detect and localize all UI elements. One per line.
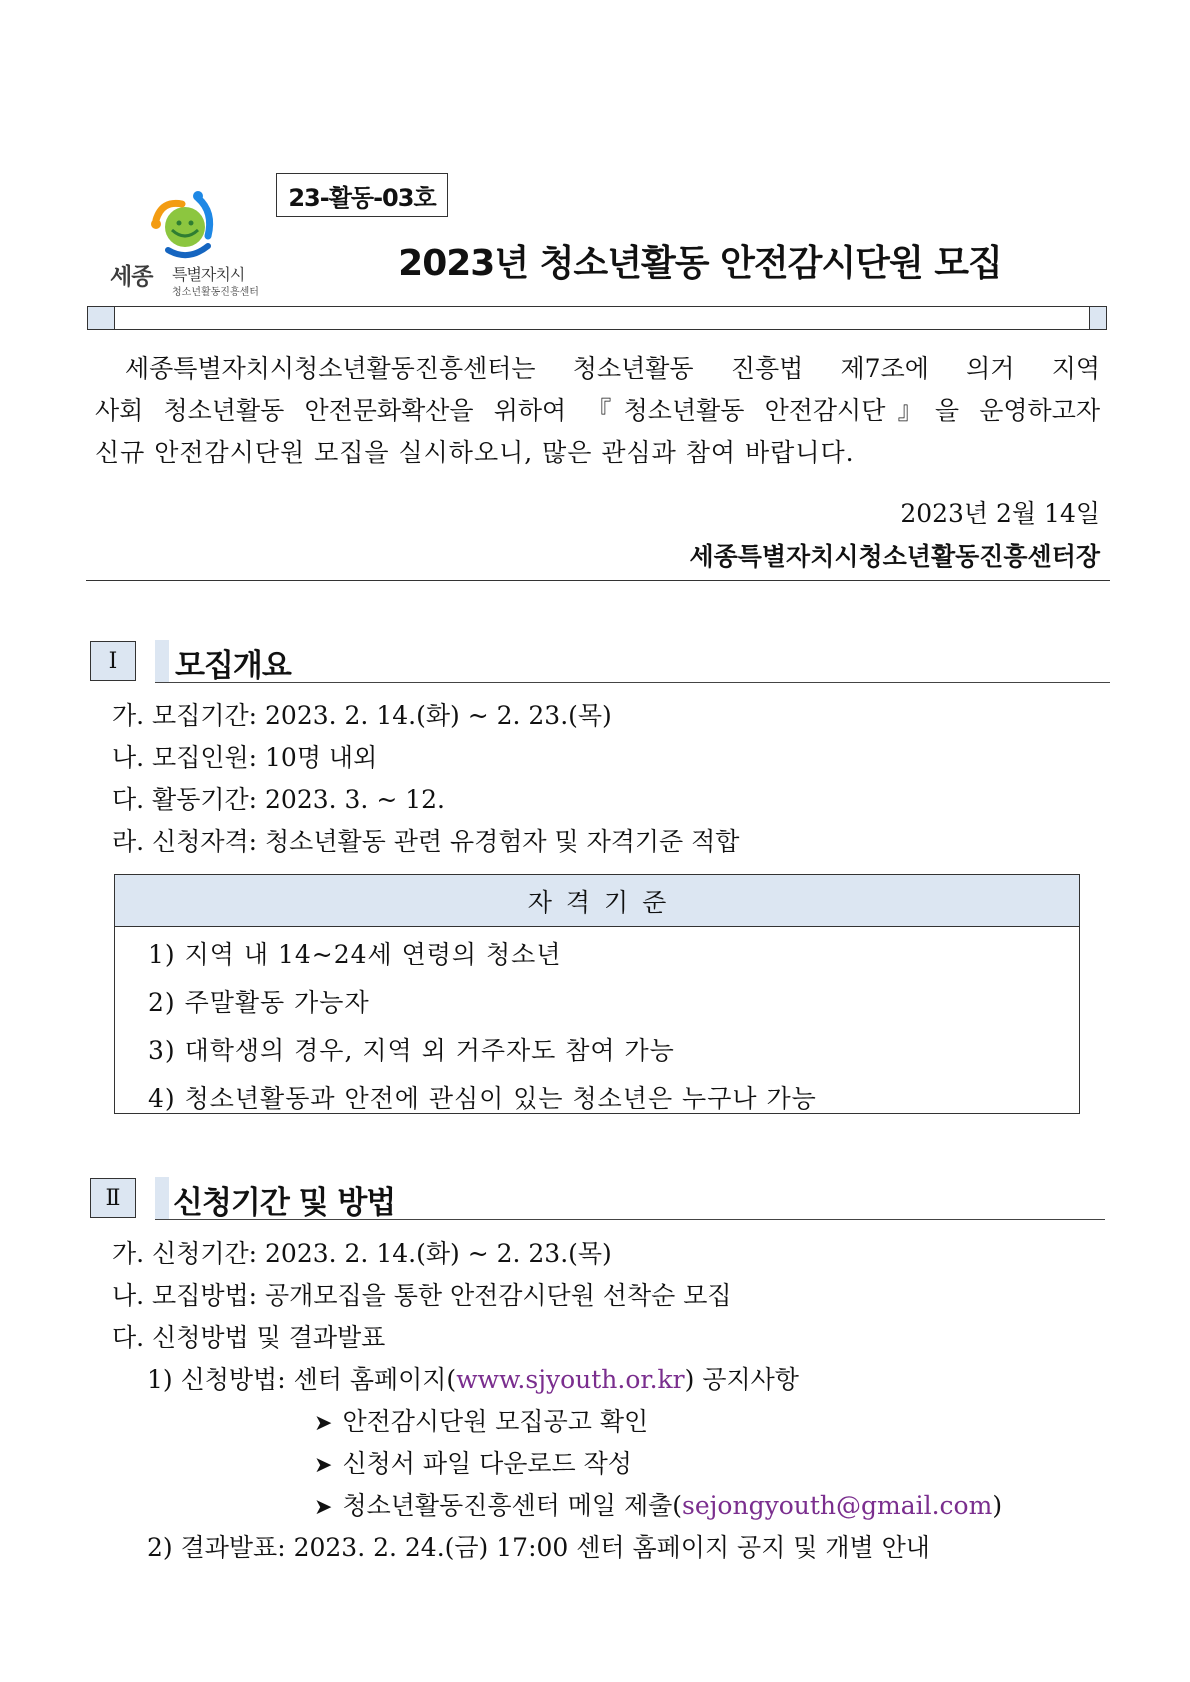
sejong-logo — [110, 190, 260, 300]
document-number: 23-활동-03호 — [276, 173, 448, 217]
title-bar-right-cap — [1089, 307, 1106, 329]
apply-step-3-suffix: ) — [992, 1491, 1003, 1520]
section-2-number: Ⅱ — [90, 1178, 136, 1218]
issuer-name: 세종특별자치시청소년활동진흥센터장 — [689, 542, 1100, 571]
criteria-row-4: 4) 청소년활동과 안전에 관심이 있는 청소년은 누구나 가능 — [148, 1084, 817, 1113]
title-bar-left-cap — [88, 307, 115, 329]
title-underline-bar — [87, 306, 1107, 330]
section-1-item-1: 가. 모집기간: 2023. 2. 14.(화) ~ 2. 23.(목) — [112, 701, 612, 730]
section-2-item-2: 나. 모집방법: 공개모집을 통한 안전감시단원 선착순 모집 — [112, 1281, 732, 1310]
apply-method-suffix: ) 공지사항 — [684, 1365, 799, 1394]
section-1-item-3: 다. 활동기간: 2023. 3. ~ 12. — [112, 785, 445, 814]
section-1-item-2: 나. 모집인원: 10명 내외 — [112, 743, 378, 772]
apply-step-1 — [314, 1407, 648, 1439]
criteria-row-3: 3) 대학생의 경우, 지역 외 거주자도 참여 가능 — [148, 1036, 675, 1065]
intro-line-3: 신규 안전감시단원 모집을 실시하오니, 많은 관심과 참여 바랍니다. — [95, 438, 855, 467]
arrow-right-icon: ➤ — [314, 1495, 333, 1520]
criteria-row-1: 1) 지역 내 14~24세 연령의 청소년 — [148, 940, 562, 969]
email-link[interactable]: sejongyouth@gmail.com — [682, 1491, 993, 1520]
apply-step-2 — [314, 1449, 632, 1481]
homepage-link[interactable]: www.sjyouth.or.kr — [456, 1365, 685, 1394]
section-2-item-3: 다. 신청방법 및 결과발표 — [112, 1323, 386, 1352]
apply-step-1-text: 안전감시단원 모집공고 확인 — [342, 1407, 649, 1436]
criteria-row-2: 2) 주말활동 가능자 — [148, 988, 370, 1017]
logo-emblem-icon — [148, 190, 222, 262]
intro-line-2: 사회 청소년활동 안전문화확산을 위하여 『청소년활동 안전감시단』을 운영하고자 — [95, 396, 1100, 425]
result-announcement: 2) 결과발표: 2023. 2. 24.(금) 17:00 센터 홈페이지 공지 및 개별 안내 — [147, 1533, 930, 1562]
section-2-rule — [155, 1219, 1105, 1220]
issue-date: 2023년 2월 14일 — [900, 499, 1100, 528]
section-1-number: Ⅰ — [90, 641, 136, 681]
section-1-accent — [155, 640, 169, 682]
apply-step-3 — [314, 1491, 1002, 1523]
logo-center-name: 청소년활동진흥센터 — [172, 287, 259, 298]
intro-line-1: 세종특별자치시청소년활동진흥센터는 청소년활동 진흥법 제7조에 의거 지역 — [125, 354, 1100, 383]
logo-city-bold: 세종 — [110, 264, 153, 290]
header-divider — [86, 580, 1110, 581]
section-1-title: 모집개요 — [175, 648, 291, 684]
page-title: 2023년 청소년활동 안전감시단원 모집 — [398, 243, 1002, 284]
arrow-right-icon: ➤ — [314, 1411, 333, 1436]
section-2-accent — [155, 1177, 169, 1219]
section-1-item-4: 라. 신청자격: 청소년활동 관련 유경험자 및 자격기준 적합 — [112, 827, 740, 856]
apply-method-prefix: 1) 신청방법: 센터 홈페이지( — [147, 1365, 457, 1394]
apply-step-2-text: 신청서 파일 다운로드 작성 — [342, 1449, 632, 1478]
apply-step-3-prefix: 청소년활동진흥센터 메일 제출( — [342, 1491, 683, 1520]
section-1-rule — [155, 682, 1110, 683]
arrow-right-icon: ➤ — [314, 1453, 333, 1478]
criteria-table-header: 자격기준 — [115, 875, 1079, 927]
section-2-title: 신청기간 및 방법 — [173, 1185, 396, 1221]
section-2-item-1: 가. 신청기간: 2023. 2. 14.(화) ~ 2. 23.(목) — [112, 1239, 612, 1268]
logo-city-rest: 특별자치시 — [172, 265, 245, 284]
criteria-table — [114, 874, 1080, 1114]
apply-method-line — [147, 1365, 799, 1395]
